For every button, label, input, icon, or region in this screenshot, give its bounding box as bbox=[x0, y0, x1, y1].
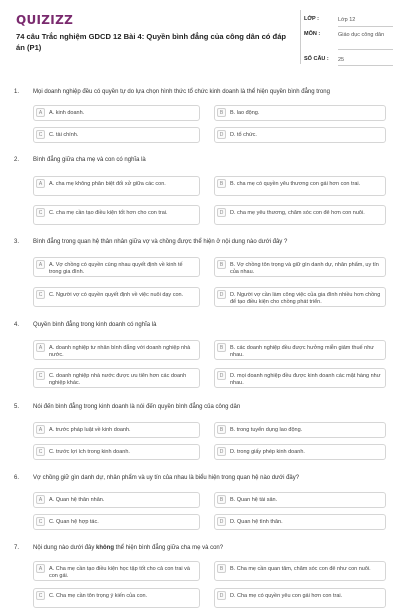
option-c[interactable] bbox=[33, 368, 200, 388]
question-number: 7. bbox=[14, 545, 20, 551]
option-text: D. tổ chức. bbox=[230, 132, 257, 138]
option-letter: A bbox=[36, 108, 45, 117]
option-b[interactable] bbox=[214, 257, 386, 277]
grade-label: LỚP : bbox=[304, 16, 319, 22]
option-text: B. các doanh nghiệp đều được hưởng miễn giảm thuế như nhau. bbox=[230, 345, 374, 358]
option-letter: B bbox=[217, 108, 226, 117]
question-number: 4. bbox=[14, 322, 20, 328]
option-text: A. Vợ chồng có quyền cùng nhau quyết định về kinh tế trong gia đình. bbox=[49, 262, 183, 275]
option-letter: B bbox=[217, 260, 226, 269]
count-label: SỐ CÂU : bbox=[304, 56, 329, 62]
header-divider bbox=[300, 10, 301, 64]
option-a[interactable] bbox=[33, 561, 200, 581]
option-letter: D bbox=[217, 591, 226, 600]
option-text: D. cha mẹ yêu thương, chăm sóc con đẻ hơn con nuôi. bbox=[230, 210, 365, 216]
page-title: 74 câu Trắc nghiệm GDCD 12 Bài 4: Quyền bình đẳng của công dân có đáp án (P1) bbox=[16, 32, 287, 52]
option-text: C. cha mẹ cần tạo điều kiện tốt hơn cho con trai. bbox=[49, 210, 168, 216]
question-text: Bình đẳng trong quan hệ thân nhân giữa vợ và chồng được thể hiện ở nội dung nào dưới đây ? bbox=[33, 239, 288, 245]
option-a[interactable] bbox=[33, 422, 200, 438]
question-number: 6. bbox=[14, 475, 20, 481]
option-letter: A bbox=[36, 564, 45, 573]
option-b[interactable] bbox=[214, 492, 386, 508]
option-d[interactable] bbox=[214, 287, 386, 307]
option-letter: C bbox=[36, 371, 45, 380]
subject-value: Giáo dục công dân bbox=[338, 32, 385, 38]
option-b[interactable] bbox=[214, 422, 386, 438]
question-number: 2. bbox=[14, 157, 20, 163]
option-text: C. tài chính. bbox=[49, 132, 79, 138]
option-text: C. doanh nghiệp nhà nước được ưu tiên hơn các doanh nghiệp khác. bbox=[49, 373, 187, 386]
count-underline bbox=[338, 65, 393, 66]
subject-label: MÔN : bbox=[304, 31, 321, 37]
option-letter: D bbox=[217, 517, 226, 526]
option-b[interactable] bbox=[214, 561, 386, 581]
option-letter: D bbox=[217, 130, 226, 139]
question-text: Bình đẳng giữa cha mẹ và con có nghĩa là bbox=[33, 157, 146, 163]
option-c[interactable] bbox=[33, 287, 200, 307]
option-letter: A bbox=[36, 179, 45, 188]
option-letter: C bbox=[36, 208, 45, 217]
option-text: A. cha mẹ không phân biệt đối xử giữa các con. bbox=[49, 181, 166, 187]
worksheet-header bbox=[0, 0, 400, 70]
option-letter: A bbox=[36, 260, 45, 269]
option-text: D. trong giấy phép kinh doanh. bbox=[230, 449, 305, 455]
option-text: C. Người vợ có quyền quyết định về việc nuôi dạy con. bbox=[49, 292, 184, 298]
option-b[interactable] bbox=[214, 105, 386, 121]
option-text: C. Quan hệ hợp tác. bbox=[49, 519, 99, 525]
option-letter: C bbox=[36, 447, 45, 456]
question-text bbox=[33, 545, 388, 551]
option-letter: B bbox=[217, 564, 226, 573]
option-letter: A bbox=[36, 425, 45, 434]
question-text: Mọi doanh nghiệp đều có quyền tự do lựa chọn hình thức tổ chức kinh doanh là thể hiện quyền bình đẳng trong bbox=[33, 89, 330, 95]
option-letter: B bbox=[217, 343, 226, 352]
option-letter: D bbox=[217, 371, 226, 380]
option-text: B. lao động. bbox=[230, 110, 260, 116]
question-text: Quyền bình đẳng trong kinh doanh có nghĩa là bbox=[33, 322, 157, 328]
option-letter: A bbox=[36, 343, 45, 352]
option-a[interactable] bbox=[33, 492, 200, 508]
option-text: D. Quan hệ tình thân. bbox=[230, 519, 283, 525]
option-d[interactable] bbox=[214, 127, 386, 143]
question-text-part: thể hiện bình đẳng giữa cha mẹ và con? bbox=[114, 545, 224, 551]
option-c[interactable] bbox=[33, 588, 200, 608]
option-letter: B bbox=[217, 179, 226, 188]
subject-underline bbox=[338, 49, 393, 50]
grade-value: Lớp 12 bbox=[338, 17, 356, 23]
option-letter: B bbox=[217, 495, 226, 504]
question-number: 5. bbox=[14, 404, 20, 410]
option-letter: D bbox=[217, 208, 226, 217]
option-d[interactable] bbox=[214, 588, 386, 608]
quizizz-logo: QUIZIZZ bbox=[16, 13, 74, 27]
option-a[interactable] bbox=[33, 340, 200, 360]
option-text: A. trước pháp luật về kinh doanh. bbox=[49, 427, 131, 433]
option-letter: C bbox=[36, 591, 45, 600]
option-c[interactable] bbox=[33, 444, 200, 460]
option-letter: C bbox=[36, 517, 45, 526]
option-b[interactable] bbox=[214, 176, 386, 196]
question-text: Nói đến bình đẳng trong kinh doanh là nói đến quyền bình đẳng của công dân bbox=[33, 404, 241, 410]
option-a[interactable] bbox=[33, 257, 200, 277]
option-c[interactable] bbox=[33, 205, 200, 225]
question-number: 1. bbox=[14, 89, 20, 95]
option-b[interactable] bbox=[214, 340, 386, 360]
option-text: D. Người vợ cần làm công việc của gia đình nhiều hơn chồng để tạo điều kiện cho chồng phát triển. bbox=[230, 292, 381, 305]
option-letter: C bbox=[36, 290, 45, 299]
option-d[interactable] bbox=[214, 514, 386, 530]
option-letter: D bbox=[217, 447, 226, 456]
option-text: A. kinh doanh. bbox=[49, 110, 85, 116]
option-text: B. Cha mẹ cần quan tâm, chăm sóc con đẻ như con nuôi. bbox=[230, 566, 371, 572]
option-text: D. mọi doanh nghiệp đều được kinh doanh các mặt hàng như nhau. bbox=[230, 373, 381, 386]
option-letter: B bbox=[217, 425, 226, 434]
option-text: B. Quan hệ tài sản. bbox=[230, 497, 278, 503]
question-text-part: Nội dung nào dưới đây bbox=[33, 545, 96, 551]
option-text: B. trong tuyển dụng lao động. bbox=[230, 427, 303, 433]
option-letter: A bbox=[36, 495, 45, 504]
question-text: Vợ chồng giữ gìn danh dự, nhân phẩm và uy tín của nhau là biểu hiện trong quan hệ nào dưới đây? bbox=[33, 475, 300, 481]
option-a[interactable] bbox=[33, 176, 200, 196]
question-number: 3. bbox=[14, 239, 20, 245]
option-text: C. trước lợi ích trong kinh doanh. bbox=[49, 449, 130, 455]
option-text: C. Cha mẹ cần tôn trọng ý kiến của con. bbox=[49, 593, 148, 599]
option-text: D. Cha mẹ có quyền yêu con gái hơn con trai. bbox=[230, 593, 343, 599]
option-c[interactable] bbox=[33, 514, 200, 530]
option-text: B. cha mẹ có quyền yêu thương con gái hơn con trai. bbox=[230, 181, 361, 187]
grade-underline bbox=[338, 26, 393, 27]
option-d[interactable] bbox=[214, 205, 386, 225]
option-text: A. Quan hệ thân nhân. bbox=[49, 497, 105, 503]
option-letter: C bbox=[36, 130, 45, 139]
option-letter: D bbox=[217, 290, 226, 299]
option-d[interactable] bbox=[214, 368, 386, 388]
option-d[interactable] bbox=[214, 444, 386, 460]
question-keyword: không bbox=[96, 545, 114, 551]
option-a[interactable] bbox=[33, 105, 200, 121]
count-value: 25 bbox=[338, 57, 345, 63]
option-c[interactable] bbox=[33, 127, 200, 143]
option-text: B. Vợ chồng tôn trọng và giữ gìn danh dự, nhân phẩm, uy tín của nhau. bbox=[230, 262, 379, 275]
option-text: A. Cha mẹ cần tạo điều kiện học tập tốt cho cả con trai và con gái. bbox=[49, 566, 190, 579]
option-text: A. doanh nghiệp tư nhân bình đẳng với doanh nghiệp nhà nước. bbox=[49, 345, 191, 358]
